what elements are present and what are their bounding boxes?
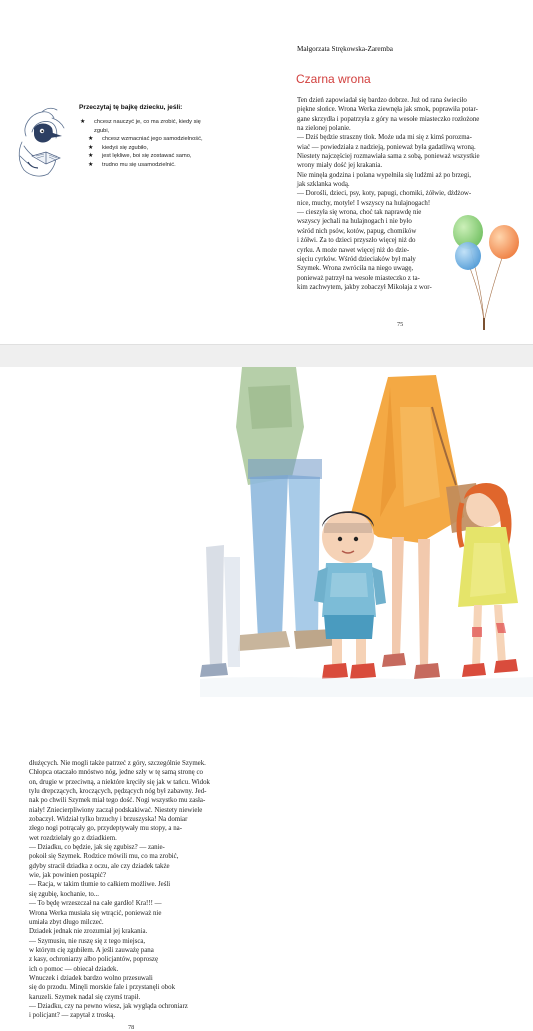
- text-line: — Dziadku, czy na pewno wiesz, jak wygląda ochroniarz: [29, 1002, 188, 1010]
- text-line: Ten dzień zapowiadał się bardzo dobrze. Już od rana świeciło: [297, 97, 467, 104]
- balloons-illustration: [448, 212, 528, 332]
- text-line: piękne słońce. Wrona Werka ziewnęła jak smok, poprawiła potar-: [297, 106, 478, 114]
- text-line: nak po chwili Szymek miał tego dość. Nogi wszystko mu zasła-: [29, 797, 206, 805]
- text-line: na zielonej polanie.: [297, 125, 351, 133]
- author-name: Małgorzata Strękowska-Zaremba: [297, 45, 393, 53]
- page-75: [0, 0, 533, 344]
- text-line: cyrku. A może nawet więcej niż do dzie-: [297, 246, 410, 254]
- text-line: umiała zbyt długo milczeć.: [29, 918, 104, 926]
- text-line: niały! Zniecierpliwiony zaczął podskakiwać. Niestety niewiele: [29, 806, 203, 814]
- text-line: Wrona Werka musiała się wtrącić, ponieważ nie: [29, 909, 162, 917]
- text-line: — Dorośli, dzieci, psy, koty, papugi, chomiki, żółwie, dżdżow-: [297, 190, 472, 198]
- text-line: wiać — powiedziała z nadzieją, ponieważ była gadatliwą wroną.: [297, 143, 476, 151]
- text-line: pokoił się Szymek. Rodzice mówili mu, co ma zrobić,: [29, 853, 179, 861]
- text-line: gane skrzydła i popatrzyła z góry na wesołe miasteczko rozłożone: [297, 115, 480, 123]
- story-text-bottom: [29, 759, 234, 1021]
- page-78: [0, 367, 533, 1031]
- text-line: w którym cię zgubiłem. A jeśli zauważę pana: [29, 946, 154, 954]
- text-line: Szymek. Wrona zwróciła na niego uwagę,: [297, 265, 414, 273]
- text-line: się do przodu. Minęli morskie fale i przystanęli obok: [29, 984, 176, 992]
- star-bullet-icon: ★: [88, 144, 94, 151]
- tip-item: ★ kiedyś się zgubiło,: [88, 144, 149, 151]
- text-line: ponieważ patrzył na wesołe miasteczko z ta-: [297, 274, 420, 282]
- text-line: i żółwi. Za to dzieci przyszło więcej niż do: [297, 237, 416, 245]
- text-line: złego nogi potrącały go, przydeptywały mu stopy, a na-: [29, 825, 183, 833]
- text-line: zobaczył. Widział tylko brzuchy i brzuszyska! Na domiar: [29, 816, 188, 824]
- family-legs-illustration: [200, 367, 533, 711]
- tip-item: ★ chcesz wzmacniać jego samodzielność,: [88, 136, 203, 143]
- text-line: Dziadek jednak nie zrozumiał jej krakania.: [29, 928, 148, 936]
- text-line: dłużęcych. Nie mogli także patrzeć z góry, szczególnie Szymek.: [29, 760, 206, 767]
- text-line: wszyscy jechali na hulajnogach i nie było: [297, 218, 412, 226]
- text-line: Nie minęła godzina i polana wypełniła się ludźmi aż po brzegi,: [297, 171, 471, 179]
- text-line: sięciu cyrków. Wśród dzieciaków był mały: [297, 255, 416, 263]
- text-line: Chłopca otaczało mnóstwo nóg, jedne szły w tę samą stronę co: [29, 769, 203, 777]
- story-title: Czarna wrona: [296, 72, 371, 86]
- page-separator: [0, 344, 533, 368]
- page-number: 75: [397, 321, 404, 328]
- text-line: — Szymusiu, nie ruszę się z tego miejsca,: [29, 937, 146, 945]
- tips-list: [80, 118, 203, 170]
- star-bullet-icon: ★: [88, 136, 94, 143]
- text-line: gdyby stracił dziadka z oczu, ale czy dziadek także: [29, 862, 170, 870]
- text-line: wet rozdzielały go z dziadkiem.: [29, 834, 117, 842]
- tip-item: ★ trudno mu się usamodzielnić.: [88, 161, 176, 168]
- text-line: wśród nich psów, kotów, papug, chomików: [297, 227, 417, 235]
- star-bullet-icon: ★: [88, 161, 94, 168]
- page-number: 78: [128, 1024, 135, 1031]
- star-bullet-icon: ★: [80, 119, 86, 125]
- text-line: kim zachwytem, jakby zobaczył Mikołaja z wor-: [297, 283, 432, 291]
- text-line: — Dziadku, co będzie, jak się zgubisz? — zanie-: [29, 844, 165, 852]
- star-bullet-icon: ★: [88, 153, 94, 160]
- text-line: — Dziś będzie straszny tłok. Może uda mi się z kimś porozma-: [297, 134, 472, 142]
- text-line: — cieszyła się wrona, choć tak naprawdę nie: [297, 209, 422, 217]
- text-line: — Racja, w takim tłumie to całkiem możliwe. Jeśli: [29, 881, 171, 889]
- crow-reading-book-icon: [12, 106, 74, 186]
- tip-item: ★ chcesz nauczyć je, co ma zrobić, kiedy się zgubi,: [80, 119, 201, 134]
- text-line: tylu drepczących, kroczących, pędzących nóg był zabawny. Jed-: [29, 788, 207, 796]
- text-line: Niestety najczęściej rozmawiała sama z sobą, ponieważ wszystkie: [297, 153, 480, 161]
- text-line: ich o pomoc — obiecał dziadek.: [29, 965, 119, 973]
- text-line: i policjant? — zapytał z troską.: [29, 1012, 116, 1020]
- text-line: jak szklanka wodą.: [297, 181, 350, 189]
- sidebar-heading: Przeczytaj tę bajkę dziecku, jeśli:: [79, 104, 183, 111]
- text-line: karuzeli. Szymek nadal się czymś trapił.: [29, 993, 141, 1001]
- text-line: z kasy, ochroniarzy albo policjantów, poproszę: [29, 956, 159, 964]
- text-line: wie, jak powinien postąpić?: [29, 872, 106, 880]
- text-line: — To będę wrzeszczał na całe gardło! Kra!!! —: [29, 900, 162, 908]
- text-line: Wnuczek i dziadek bardzo wolno przesuwali: [29, 974, 153, 982]
- text-line: on, drugie w przeciwną, a niektóre kręciły się jak w tańcu. Widok: [29, 778, 210, 786]
- tip-item: ★ jest lękliwe, boi się zostawać samo,: [88, 153, 192, 160]
- text-line: wrony miały dość jej krakania.: [297, 162, 383, 170]
- text-line: się zgubię, kochanie, to...: [29, 890, 100, 898]
- text-line: nice, muchy, motyle! I wszyscy na hulajnogach!: [297, 199, 431, 207]
